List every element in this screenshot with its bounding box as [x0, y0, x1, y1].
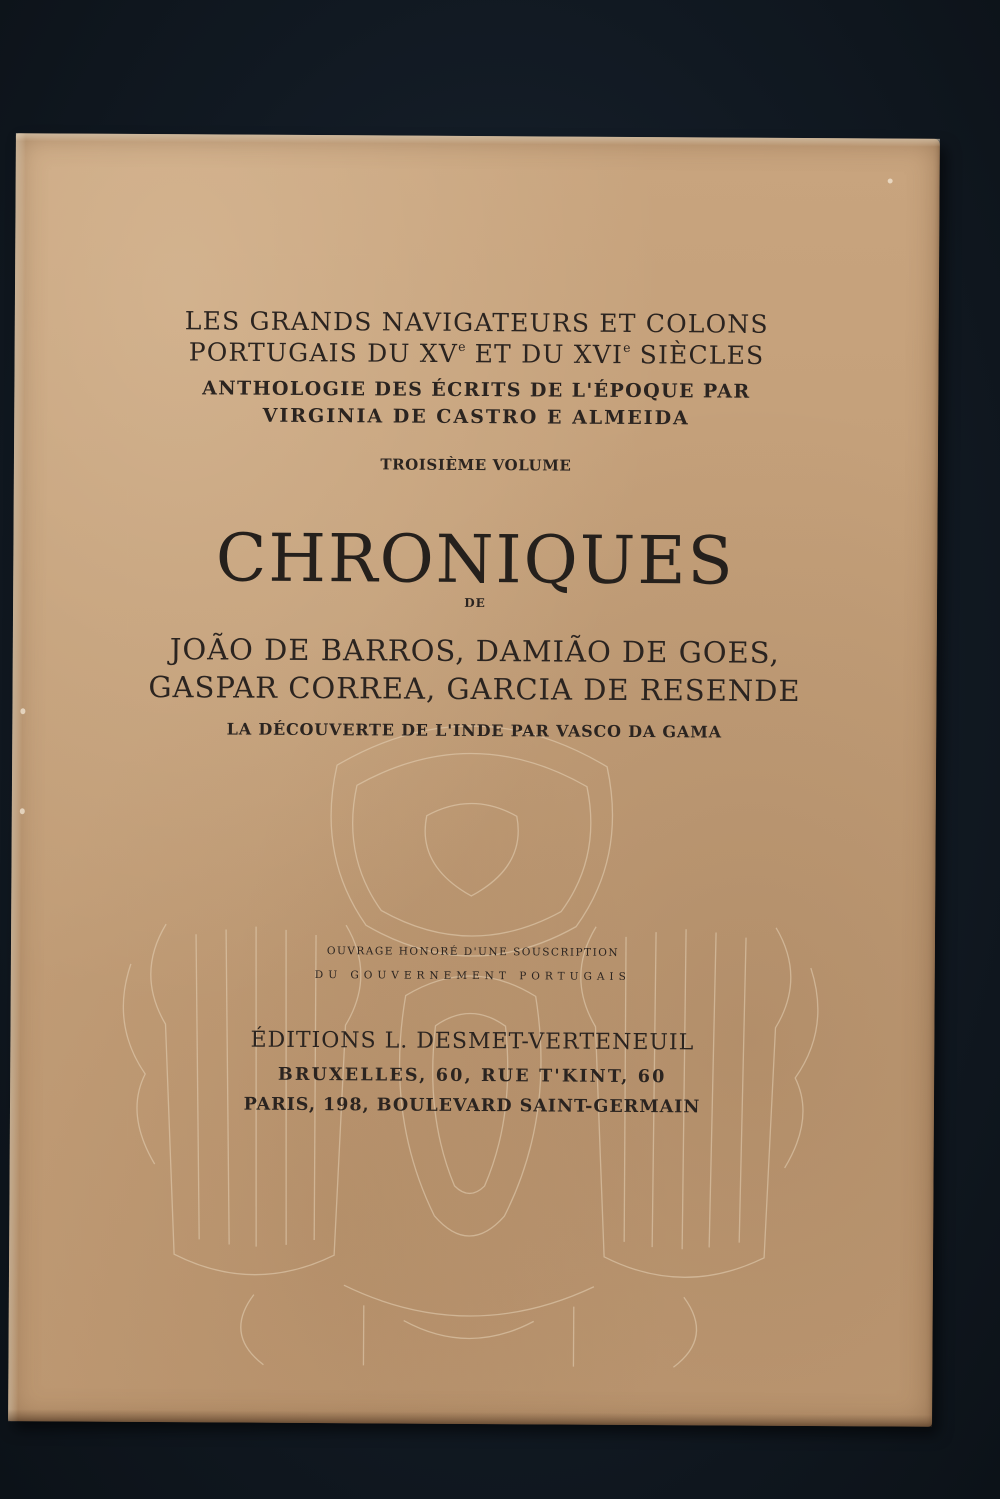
book-cover	[8, 133, 940, 1427]
series-title-superscript: e	[623, 339, 631, 355]
series-title-part: PORTUGAIS DU XV	[188, 337, 459, 369]
anthology-line-1: ANTHOLOGIE DES ÉCRITS DE L'ÉPOQUE PAR	[202, 377, 751, 403]
anthology-author: VIRGINIA DE CASTRO E ALMEIDA	[262, 404, 690, 430]
cover-nick	[888, 179, 893, 184]
series-title-line-1: LES GRANDS NAVIGATEURS ET COLONS	[184, 306, 769, 339]
series-title-line-2	[15, 336, 939, 371]
title-de: DE	[464, 595, 486, 611]
series-title-part: ET DU XVI	[465, 339, 624, 370]
authors-line-1: JOÃO DE BARROS, DAMIÃO DE GOES,	[169, 632, 780, 670]
series-title-part: SIÈCLES	[630, 340, 765, 371]
publisher-address-paris: PARIS, 198, BOULEVARD SAINT-GERMAIN	[243, 1094, 701, 1118]
authors-line-2: GASPAR CORREA, GARCIA DE RESENDE	[148, 670, 801, 708]
honor-line-2: DU GOUVERNEMENT PORTUGAIS	[314, 969, 631, 983]
book-subtitle: LA DÉCOUVERTE DE L'INDE PAR VASCO DA GAMA	[226, 719, 722, 742]
book-title: CHRONIQUES	[215, 519, 735, 600]
cover-nick	[20, 708, 25, 714]
publisher-name: ÉDITIONS L. DESMET-VERTENEUIL	[250, 1027, 695, 1056]
volume-label: TROISIÈME VOLUME	[380, 455, 572, 475]
publisher-address-brussels: BRUXELLES, 60, RUE T'KINT, 60	[277, 1064, 667, 1088]
cover-nick	[20, 808, 25, 814]
series-title-superscript: e	[458, 338, 466, 354]
honor-line-1: OUVRAGE HONORÉ D'UNE SOUSCRIPTION	[326, 945, 620, 959]
